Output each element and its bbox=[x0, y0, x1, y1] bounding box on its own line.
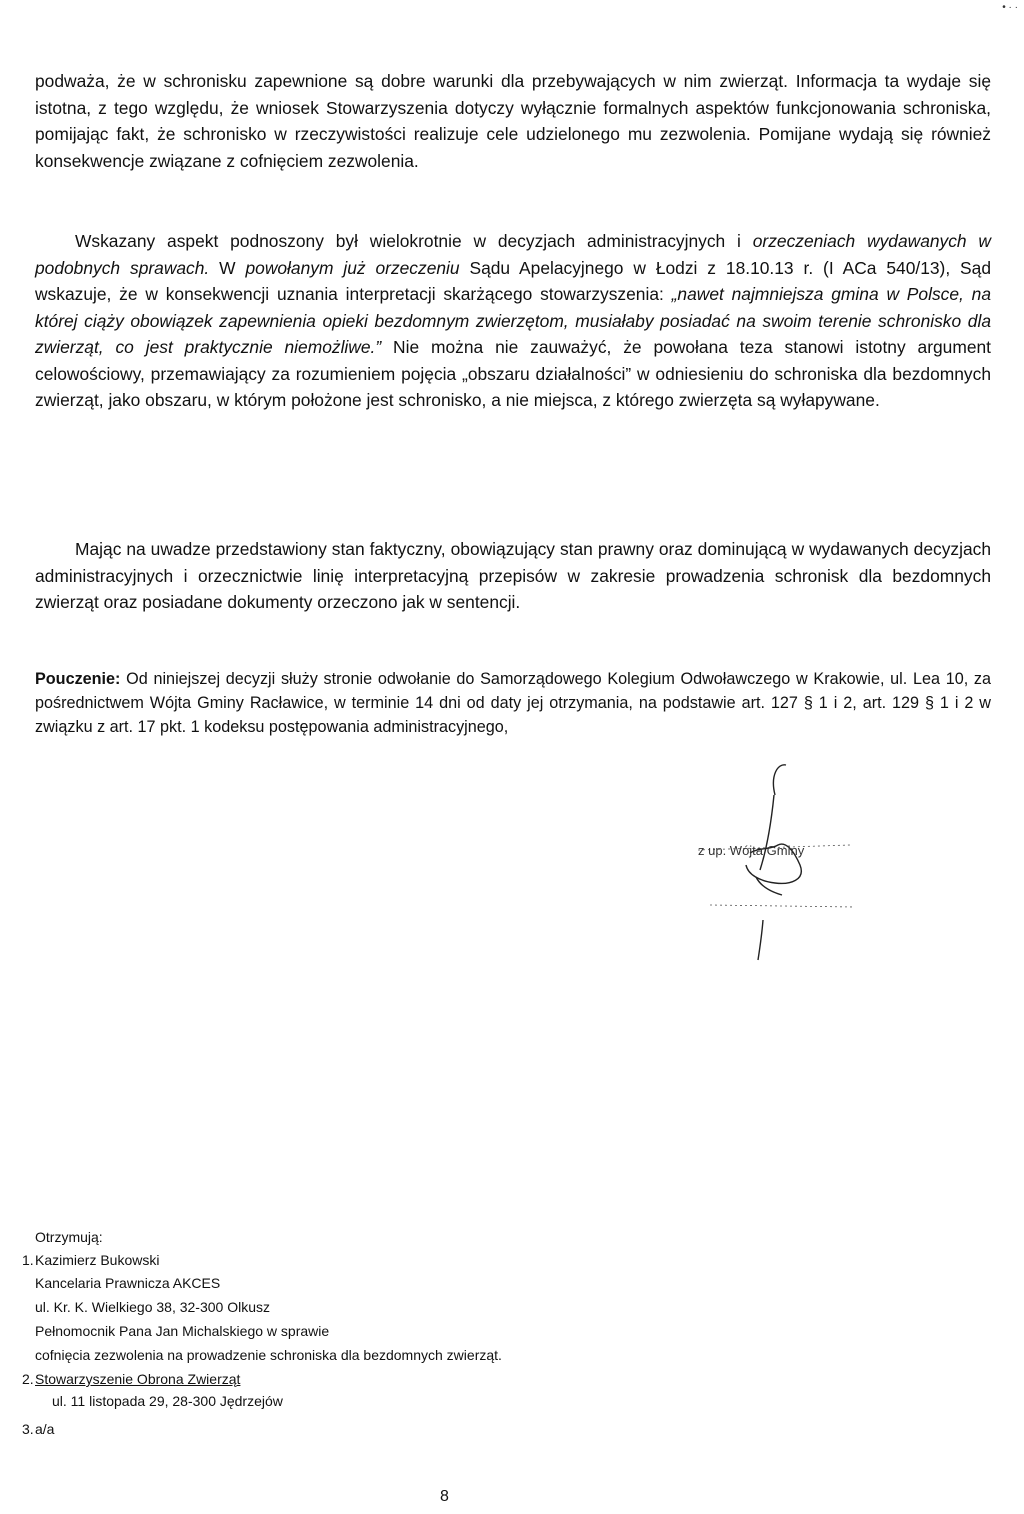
recipient-1-line-4: cofnięcia zezwolenia na prowadzenie schroniska dla bezdomnych zwierząt. bbox=[35, 1347, 502, 1363]
court-ruling-text-4: Nie można nie zauważyć, że powołana teza stanowi istotny argument celowościowy, przemawiający za rozumieniem pojęcia „obszaru działalności” w odniesieniu do schroniska dla bezdomnych zwierząt, jako obszaru, w którym położone jest schronisko, a nie miejsca, z którego zwierzęta są wyłapywane. bbox=[35, 337, 992, 410]
paragraph-conditions: podważa, że w schronisku zapewnione są dobre warunki dla przebywających w nim zwierząt. Informacja ta wydaje się istotna, z tego względu, że wniosek Stowarzyszenia dotyczy wyłącznie formalnych aspektów funkcjonowania schroniska, pomijając fakt, że schronisko w rzeczywistości realizuje cele udzielonego mu zezwolenia. Pomijane wydają się również konsekwencje związane z cofnięciem zezwolenia. bbox=[35, 71, 991, 171]
instruction-text: Od niniejszej decyzji służy stronie odwołanie do Samorządowego Kolegium Odwoławczego w Krakowie, ul. Lea 10, za pośrednictwem Wójta Gminy Racławice, w terminie 14 dni od daty jej otrzymania, na podstawie art. 127 § 1 i 2, art. 129 § 1 i 2 w związku z art. 17 pkt. 1 kodeksu postępowania administracyjnego, bbox=[35, 670, 991, 736]
recipient-1 bbox=[22, 1250, 159, 1270]
court-ruling-italic-1: orzeczeniach wydawanych w podobnych sprawach. bbox=[35, 231, 991, 278]
recipient-1-line-3: Pełnomocnik Pana Jan Michalskiego w sprawie bbox=[35, 1323, 330, 1339]
recipient-2-num: 2. bbox=[22, 1371, 34, 1387]
court-ruling-text-2: W bbox=[209, 257, 246, 278]
stamp-text: z up. Wójta Gminy bbox=[698, 843, 805, 858]
court-ruling-quote: „nawet najmniejsza gmina w Polsce, na której ciąży obowiązek zapewnienia opieki bezdomnym zwierzętom, musiałaby posiadać na swoim terenie schronisko dla zwierząt, co jest praktycznie niemożliwe.” bbox=[35, 284, 991, 357]
recipient-1-name: Kazimierz Bukowski bbox=[35, 1252, 160, 1268]
court-ruling-italic-2: powołanym już orzeczeniu bbox=[245, 257, 460, 278]
scan-mark: • · · bbox=[1002, 2, 1018, 13]
recipient-3 bbox=[22, 1419, 54, 1439]
page-number: 8 bbox=[440, 1488, 449, 1505]
paragraph-court-ruling bbox=[35, 228, 991, 414]
court-ruling-text-1: Wskazany aspekt podnoszony był wielokrotnie w decyzjach administracyjnych i bbox=[75, 231, 753, 251]
paragraph-decision: Mając na uwadze przedstawiony stan faktyczny, obowiązujący stan prawny oraz dominującą w wydawanych decyzjach administracyjnych i orzecznictwie linię interpretacyjną przepisów w zakresie prowadzenia schronisk dla bezdomnych zwierząt oraz posiadane dokumenty orzeczono jak w sentencji. bbox=[35, 539, 991, 612]
signature-stamp bbox=[690, 755, 870, 975]
recipient-2-address: ul. 11 listopada 29, 28-300 Jędrzejów bbox=[52, 1393, 283, 1409]
recipients-label: Otrzymują: bbox=[35, 1229, 103, 1245]
recipient-3-name: a/a bbox=[35, 1421, 55, 1437]
recipient-1-num: 1. bbox=[22, 1252, 34, 1268]
paragraph-instruction bbox=[35, 667, 991, 739]
court-ruling-text-3: Sądu Apelacyjnego w Łodzi z 18.10.13 r. (I ACa 540/13), Sąd wskazuje, że w konsekwencji uznania interpretacji skarżącego stowarzyszenia: bbox=[35, 257, 992, 304]
recipient-1-line-2: ul. Kr. K. Wielkiego 38, 32-300 Olkusz bbox=[35, 1299, 270, 1315]
recipient-2 bbox=[22, 1369, 240, 1389]
recipient-2-name: Stowarzyszenie Obrona Zwierząt bbox=[35, 1371, 241, 1387]
recipient-3-num: 3. bbox=[22, 1421, 34, 1437]
recipient-1-line-1: Kancelaria Prawnicza AKCES bbox=[35, 1275, 221, 1291]
instruction-label: Pouczenie: bbox=[35, 670, 121, 688]
